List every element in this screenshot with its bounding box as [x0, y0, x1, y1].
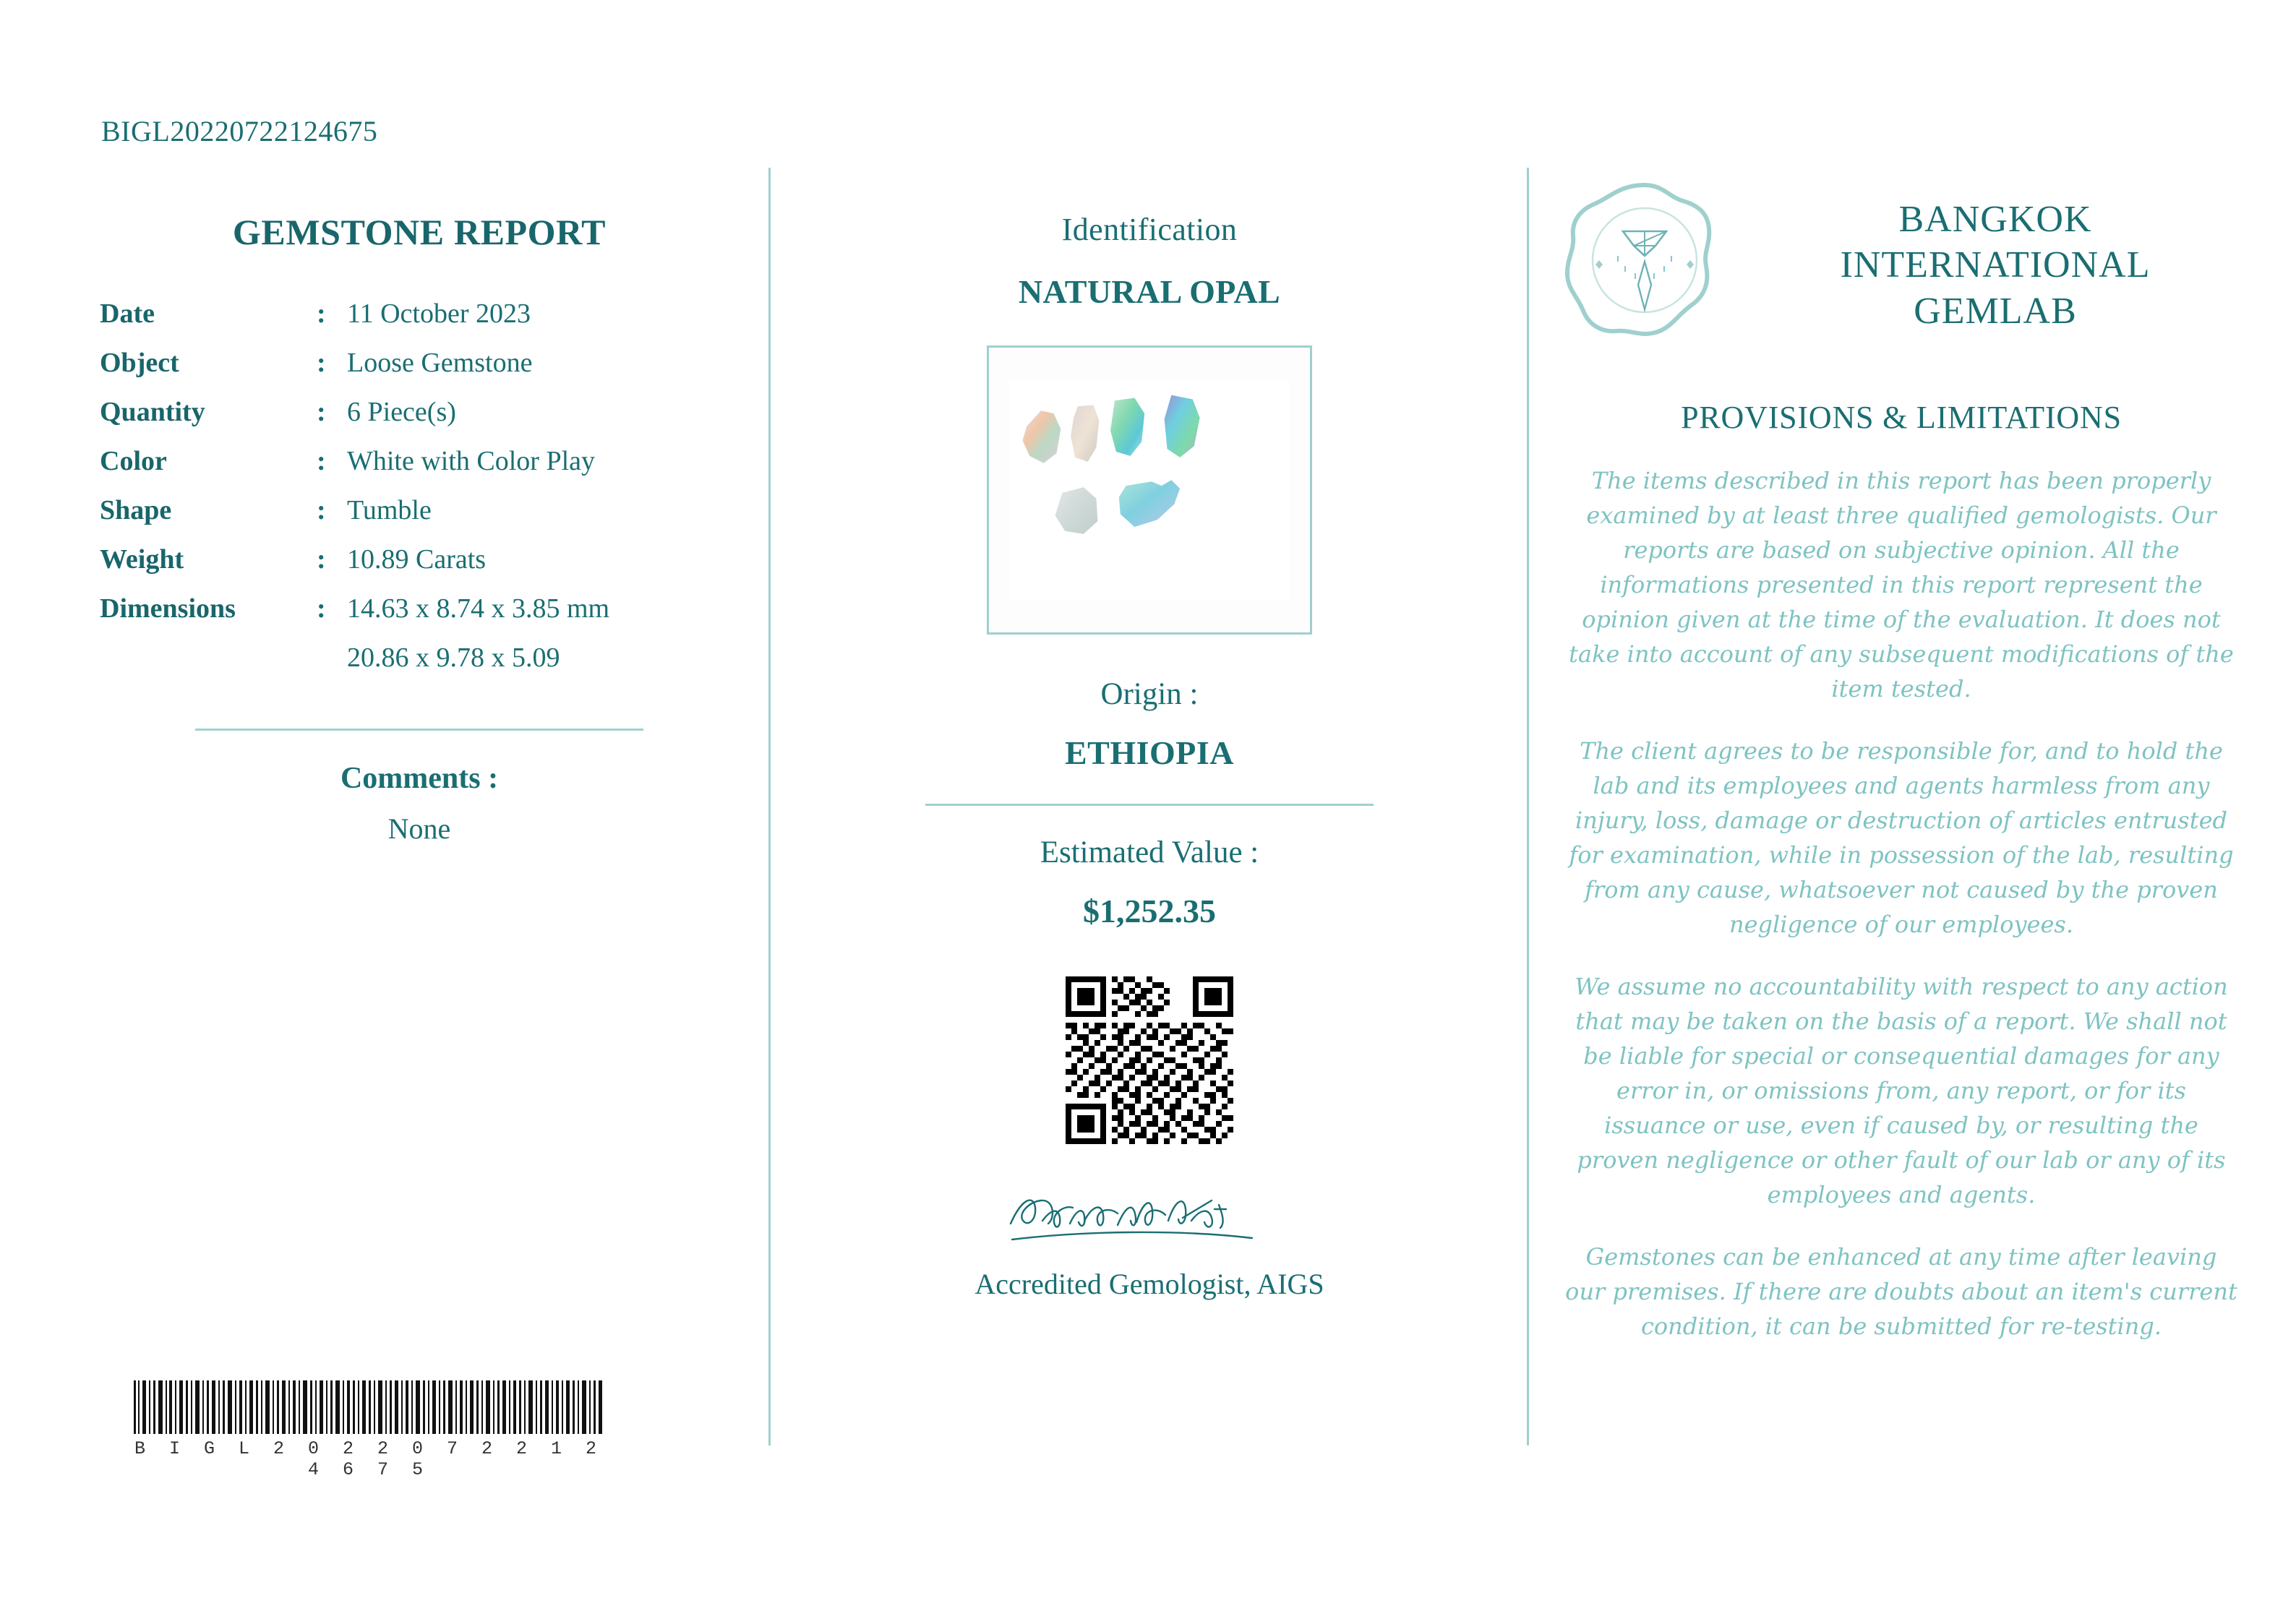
- specs-table: [100, 298, 609, 691]
- barcode-image: [132, 1380, 606, 1434]
- spec-value-dimensions: 14.63 x 8.74 x 3.85 mm: [347, 593, 610, 624]
- spec-colon: :: [317, 397, 326, 427]
- spec-value-color: White with Color Play: [347, 446, 596, 476]
- qr-code[interactable]: [1066, 976, 1233, 1144]
- brand-title: [1735, 197, 2248, 334]
- spec-value-weight: 10.89 Carats: [347, 544, 487, 575]
- table-row: [100, 642, 609, 691]
- table-row: [100, 544, 609, 593]
- table-row: [100, 347, 609, 396]
- table-row: [100, 494, 609, 544]
- spec-colon: :: [317, 544, 326, 575]
- spec-value-quantity: 6 Piece(s): [347, 397, 456, 427]
- spec-value-date: 11 October 2023: [347, 298, 531, 329]
- brand-line-1: BANGKOK: [1898, 198, 2092, 240]
- column-divider-left: [768, 168, 771, 1445]
- origin-label: Origin :: [1100, 677, 1199, 711]
- gemstone-photo-inner: [1009, 379, 1290, 601]
- comments-label: Comments :: [340, 762, 499, 795]
- brand-line-3: GEMLAB: [1914, 290, 2077, 332]
- section-divider: [195, 729, 643, 731]
- table-row: [100, 593, 609, 642]
- section-divider-middle: [925, 804, 1374, 806]
- identification-label: Identification: [1061, 212, 1238, 247]
- brand-header: [1554, 175, 2248, 356]
- spec-label-date: Date: [100, 298, 155, 329]
- brand-line-2: INTERNATIONAL: [1840, 244, 2151, 286]
- provisions-paragraph-3: We assume no accountability with respect to any action that may be taken on the basis of a report. We shall not be liable for special or consequential damages for any error in, or omissions from, any report, or for its issuance or use, even if caused by, or resulting the proven negligence or other fault of our lab or any of its employees and agents.: [1575, 973, 2228, 1208]
- spec-label-color: Color: [100, 446, 167, 476]
- spec-label-dimensions: Dimensions: [100, 593, 236, 624]
- signature-caption: Accredited Gemologist, AIGS: [974, 1268, 1324, 1300]
- estimated-value-amount: $1,252.35: [1083, 893, 1216, 929]
- spec-colon: :: [317, 593, 326, 624]
- page-title: GEMSTONE REPORT: [232, 212, 607, 252]
- spec-colon: :: [317, 446, 326, 476]
- origin-value: ETHIOPIA: [1064, 734, 1235, 771]
- barcode-text: B I G L 2 0 2 2 0 7 2 2 1 2 4 6 7 5: [134, 1438, 604, 1480]
- provisions-paragraph-1: The items described in this report has been properly examined by at least three qualified gemologists. Our reports are based on subjective opinion. All the informations presented in this report represent the opinion given at the time of the evaluation. It does not take into account of any subsequent modifications of the item tested.: [1569, 467, 2234, 703]
- table-row: [100, 445, 609, 494]
- spec-label-quantity: Quantity: [100, 397, 205, 427]
- identification-value: NATURAL OPAL: [1018, 273, 1281, 310]
- spec-colon: :: [317, 495, 326, 525]
- table-row: [100, 298, 609, 347]
- left-column: [87, 168, 752, 846]
- spec-colon: :: [317, 298, 326, 329]
- provisions-title: PROVISIONS & LIMITATIONS: [1681, 400, 2122, 435]
- middle-column: [795, 168, 1504, 1301]
- spec-value-dimensions-line2: 20.86 x 9.78 x 5.09: [347, 643, 560, 673]
- column-divider-right: [1527, 168, 1529, 1445]
- spec-label-weight: Weight: [100, 544, 184, 575]
- gemlab-logo-icon: [1554, 175, 1735, 356]
- report-id: BIGL20220722124675: [101, 115, 378, 147]
- spec-value-shape: Tumble: [347, 495, 432, 525]
- barcode-block: [123, 1380, 614, 1480]
- signature-image: [998, 1176, 1301, 1263]
- provisions-paragraph-4: Gemstones can be enhanced at any time after leaving our premises. If there are doubts about an item's current condition, it can be submitted for re-testing.: [1565, 1243, 2237, 1340]
- estimated-value-label: Estimated Value :: [1040, 835, 1259, 869]
- gemstone-cluster-image: [1009, 379, 1290, 601]
- spec-colon: :: [317, 348, 326, 378]
- comments-value: None: [387, 812, 451, 845]
- table-row: [100, 396, 609, 445]
- right-column: [1554, 168, 2248, 1344]
- spec-label-shape: Shape: [100, 495, 172, 525]
- spec-value-object: Loose Gemstone: [347, 348, 533, 378]
- provisions-paragraph-2: The client agrees to be responsible for, and to hold the lab and its employees and agents harmless from any injury, loss, damage or destruction of articles entrusted for examination, while in possession of the lab, resulting from any cause, whatsoever not caused by the proven negligence of our employees.: [1569, 737, 2234, 938]
- gemstone-photo: [987, 345, 1312, 635]
- spec-label-object: Object: [100, 348, 179, 378]
